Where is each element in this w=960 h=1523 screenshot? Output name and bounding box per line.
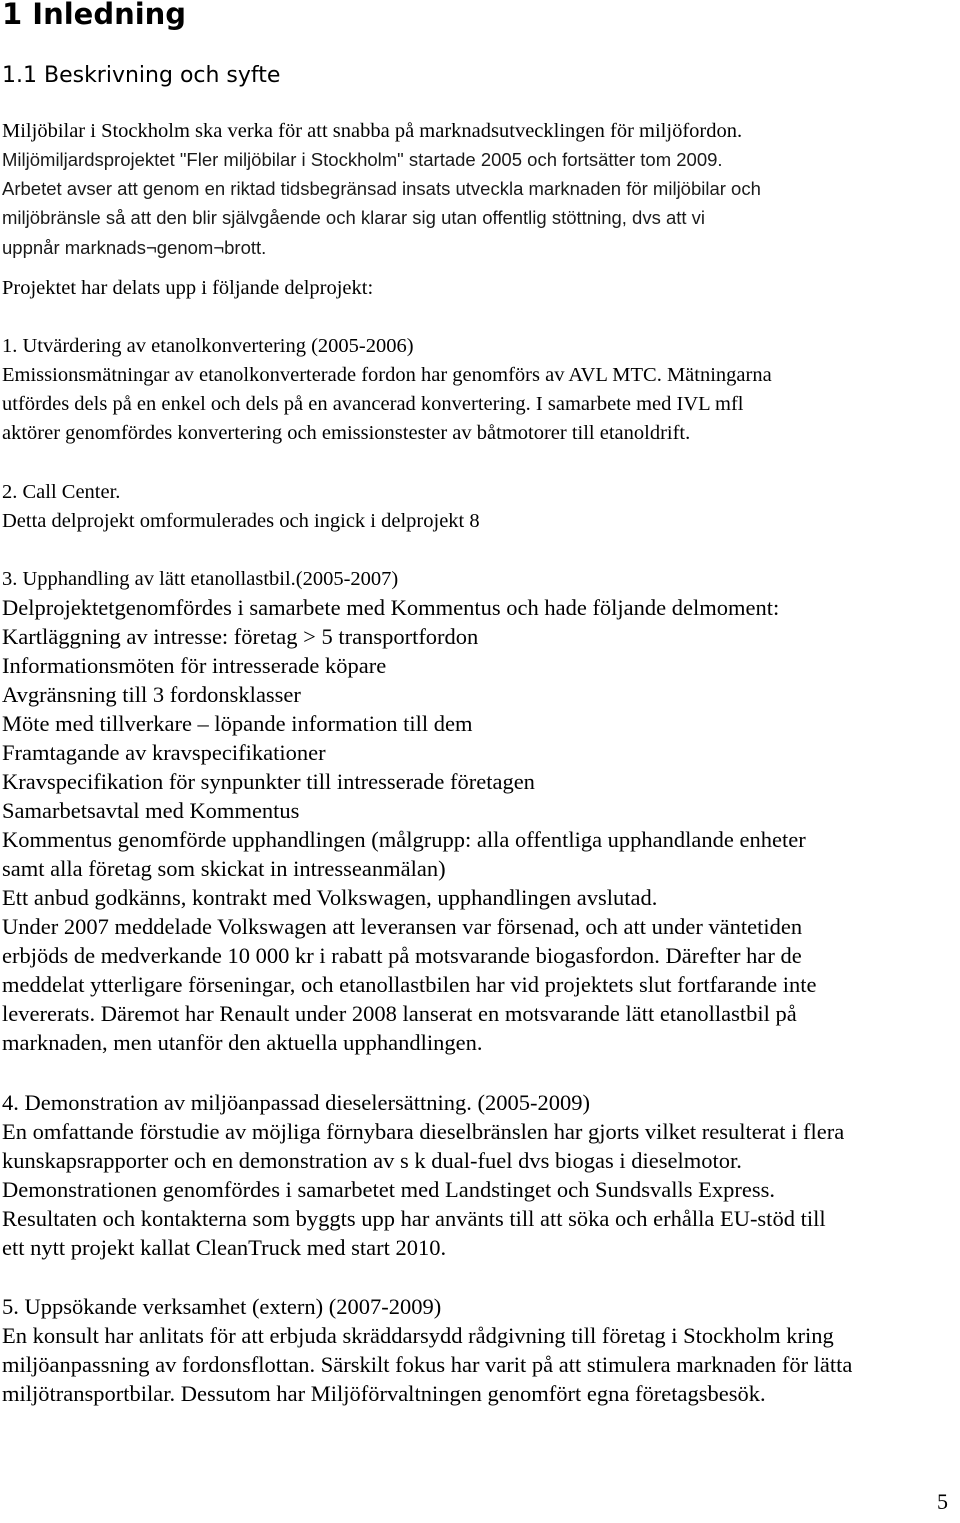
subproject-line: aktörer genomfördes konvertering och emissionstester av båtmotorer till etanoldrift. <box>2 422 691 444</box>
subproject-line: Detta delprojekt omformulerades och ingick i delprojekt 8 <box>2 510 480 532</box>
subproject-line: Informationsmöten för intresserade köpare <box>2 653 387 678</box>
subproject-line: Ett anbud godkänns, kontrakt med Volkswagen, upphandlingen avslutad. <box>2 885 658 910</box>
subproject-line: Kartläggning av intresse: företag > 5 transportfordon <box>2 624 479 649</box>
subproject-line: Avgränsning till 3 fordonsklasser <box>2 682 301 707</box>
subproject-line: En omfattande förstudie av möjliga förnybara dieselbränslen har gjorts vilket resulterat i flera <box>2 1119 845 1144</box>
subproject-title: 4. Demonstration av miljöanpassad dieselersättning. (2005-2009) <box>2 1090 590 1115</box>
intro-line: Projektet har delats upp i följande delprojekt: <box>2 277 374 299</box>
subproject-line: Kommentus genomförde upphandlingen (målgrupp: alla offentliga upphandlande enheter <box>2 827 806 852</box>
subproject-line: utfördes dels på en enkel och dels på en avancerad konvertering. I samarbete med IVL mfl <box>2 393 744 415</box>
subproject-line: Möte med tillverkare – löpande information till dem <box>2 711 473 736</box>
intro-line: uppnår marknads¬genom¬brott. <box>2 237 267 258</box>
subproject-line: samt alla företag som skickat in intresseanmälan) <box>2 856 446 881</box>
subproject-line: erbjöds de medverkande 10 000 kr i rabatt på motsvarande biogasfordon. Därefter har de <box>2 943 802 968</box>
section-heading: 1.1 Beskrivning och syfte <box>2 63 281 88</box>
intro-line: Miljömiljardsprojektet "Fler miljöbilar i Stockholm" startade 2005 och fortsätter tom 2009. <box>2 149 723 170</box>
subproject-line: meddelat ytterligare förseningar, och etanollastbilen har vid projektets slut fortfarande inte <box>2 972 817 997</box>
subproject-line: miljötransportbilar. Dessutom har Miljöförvaltningen genomfört egna företagsbesök. <box>2 1381 766 1406</box>
subproject-line: miljöanpassning av fordonsflottan. Särskilt fokus har varit på att stimulera marknaden för lätta <box>2 1352 853 1377</box>
subproject-line: Resultaten och kontakterna som byggts upp har använts till att söka och erhålla EU-stöd till <box>2 1206 826 1231</box>
subproject-line: Delprojektetgenomfördes i samarbete med Kommentus och hade följande delmoment: <box>2 595 780 620</box>
chapter-heading: 1 Inledning <box>2 0 187 31</box>
subproject-title: 3. Upphandling av lätt etanollastbil.(2005-2007) <box>2 568 399 590</box>
subproject-line: Emissionsmätningar av etanolkonverterade fordon har genomförs av AVL MTC. Mätningarna <box>2 364 772 386</box>
subproject-line: En konsult har anlitats för att erbjuda skräddarsydd rådgivning till företag i Stockholm kring <box>2 1323 834 1348</box>
subproject-line: kunskapsrapporter och en demonstration av s k dual-fuel dvs biogas i dieselmotor. <box>2 1148 742 1173</box>
subproject-title: 5. Uppsökande verksamhet (extern) (2007-2009) <box>2 1294 442 1319</box>
intro-line: miljöbränsle så att den blir självgående och klarar sig utan offentlig stöttning, dvs att vi <box>2 207 706 228</box>
subproject-line: ett nytt projekt kallat CleanTruck med start 2010. <box>2 1235 447 1260</box>
subproject-line: Demonstrationen genomfördes i samarbetet med Landstinget och Sundsvalls Express. <box>2 1177 775 1202</box>
subproject-line: Under 2007 meddelade Volkswagen att leveransen var försenad, och att under väntetiden <box>2 914 803 939</box>
page-number: 5 <box>937 1489 948 1514</box>
subproject-line: Framtagande av kravspecifikationer <box>2 740 326 765</box>
intro-line: Miljöbilar i Stockholm ska verka för att snabba på marknadsutvecklingen för miljöfordon. <box>2 120 743 142</box>
subproject-line: levererats. Däremot har Renault under 2008 lanserat en motsvarande lätt etanollastbil på <box>2 1001 797 1026</box>
subproject-line: Kravspecifikation för synpunkter till intresserade företagen <box>2 769 535 794</box>
subproject-line: Samarbetsavtal med Kommentus <box>2 798 300 823</box>
subproject-line: marknaden, men utanför den aktuella upphandlingen. <box>2 1030 483 1055</box>
subproject-title: 2. Call Center. <box>2 481 121 503</box>
subproject-title: 1. Utvärdering av etanolkonvertering (2005-2006) <box>2 335 414 357</box>
intro-line: Arbetet avser att genom en riktad tidsbegränsad insats utveckla marknaden för miljöbilar och <box>2 178 761 199</box>
